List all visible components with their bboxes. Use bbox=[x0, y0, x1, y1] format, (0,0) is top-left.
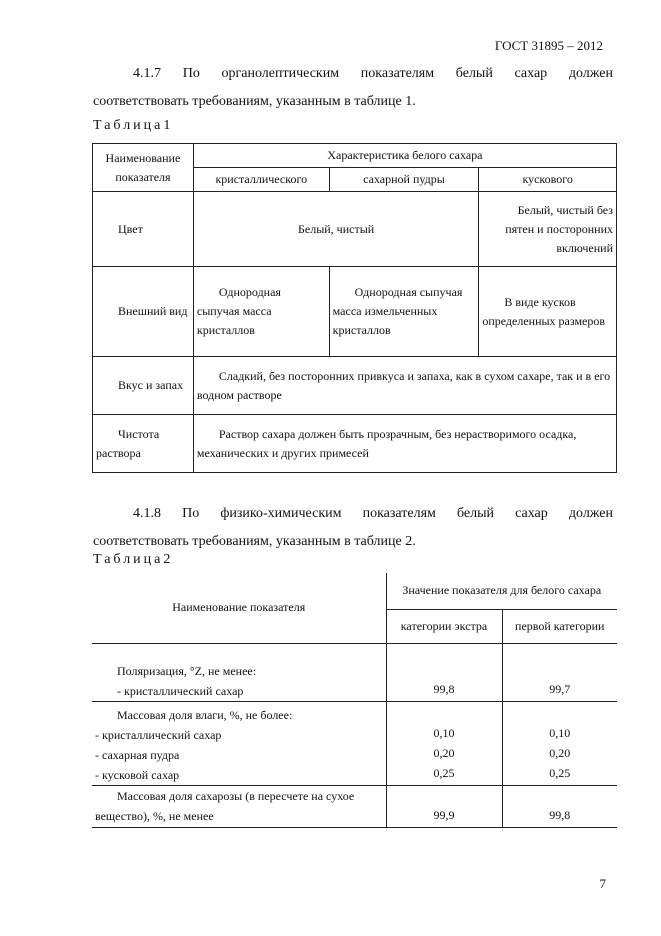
t2-row-name: Массовая доля сахарозы (в пересчете на сухое вещество), %, не менее bbox=[92, 785, 386, 827]
table-row bbox=[93, 267, 617, 357]
table-row bbox=[92, 643, 617, 701]
paragraph-4-1-7: 4.1.7 По органолептическим показателям белый сахар должен соответствовать требованиям, указанным в таблице 1. bbox=[93, 66, 613, 109]
t1-subhead-powder: сахарной пудры bbox=[329, 168, 479, 192]
t2-row-name: Массовая доля влаги, %, не более: - кристаллический сахар - сахарная пудра - кусковой сахар bbox=[92, 701, 386, 785]
t2-row-first: 99,7 bbox=[502, 643, 617, 701]
document-header: ГОСТ 31895 – 2012 bbox=[494, 38, 603, 53]
t1-row-name: Внешний вид bbox=[93, 267, 194, 357]
t2-row-name: Поляризация, °Z, не менее: - кристаллический сахар bbox=[92, 643, 386, 701]
t1-row-merged: Сладкий, без посторонних привкуса и запаха, как в сухом сахаре, так и в его водном растворе bbox=[193, 357, 616, 415]
table-row bbox=[93, 415, 617, 473]
t2-subhead-extra: категории экстра bbox=[386, 609, 502, 643]
paragraph-4-1-8: 4.1.8 По физико-химическим показателям белый сахар должен соответствовать требованиям, указанным в таблице 2. bbox=[93, 506, 613, 549]
t1-row-name: Цвет bbox=[93, 192, 194, 267]
t1-row-merged: Раствор сахара должен быть прозрачным, без нерастворимого осадка, механических и других примесей bbox=[193, 415, 616, 473]
t1-subhead-lump: кускового bbox=[479, 168, 617, 192]
table1-label: Таблица1 bbox=[93, 118, 174, 133]
t2-row-first: 0,10 0,20 0,25 bbox=[502, 701, 617, 785]
t1-row-name: Вкус и запах bbox=[93, 357, 194, 415]
t2-row-first: 99,8 bbox=[502, 785, 617, 827]
t1-row-cryst: Однородная сыпучая масса кристаллов bbox=[193, 267, 329, 357]
t1-row-lump: Белый, чистый без пятен и посторонних включений bbox=[479, 192, 617, 267]
table-row bbox=[93, 192, 617, 267]
t2-row-extra: 0,10 0,20 0,25 bbox=[386, 701, 502, 785]
t1-row-merged: Белый, чистый bbox=[193, 192, 478, 267]
t2-head-group: Значение показателя для белого сахара bbox=[386, 573, 617, 609]
table-row bbox=[93, 357, 617, 415]
table2-label: Таблица2 bbox=[93, 552, 174, 567]
t1-row-lump: В виде кусков определенных размеров bbox=[479, 267, 617, 357]
t2-row-extra: 99,8 bbox=[386, 643, 502, 701]
t2-row-extra: 99,9 bbox=[386, 785, 502, 827]
t1-row-name: Чистота раствора bbox=[93, 415, 194, 473]
t1-head-group: Характеристика белого сахара bbox=[193, 144, 616, 168]
table-1 bbox=[92, 143, 617, 473]
t2-head-name: Наименование показателя bbox=[92, 573, 386, 643]
table-row bbox=[92, 701, 617, 785]
t1-row-powder: Однородная сыпучая масса измельченных кристаллов bbox=[329, 267, 479, 357]
t2-subhead-first: первой категории bbox=[502, 609, 617, 643]
table-2 bbox=[92, 573, 617, 828]
t1-head-name: Наименование показателя bbox=[93, 144, 194, 192]
t1-subhead-cryst: кристаллического bbox=[193, 168, 329, 192]
page-number: 7 bbox=[599, 876, 606, 891]
table-row bbox=[92, 785, 617, 827]
